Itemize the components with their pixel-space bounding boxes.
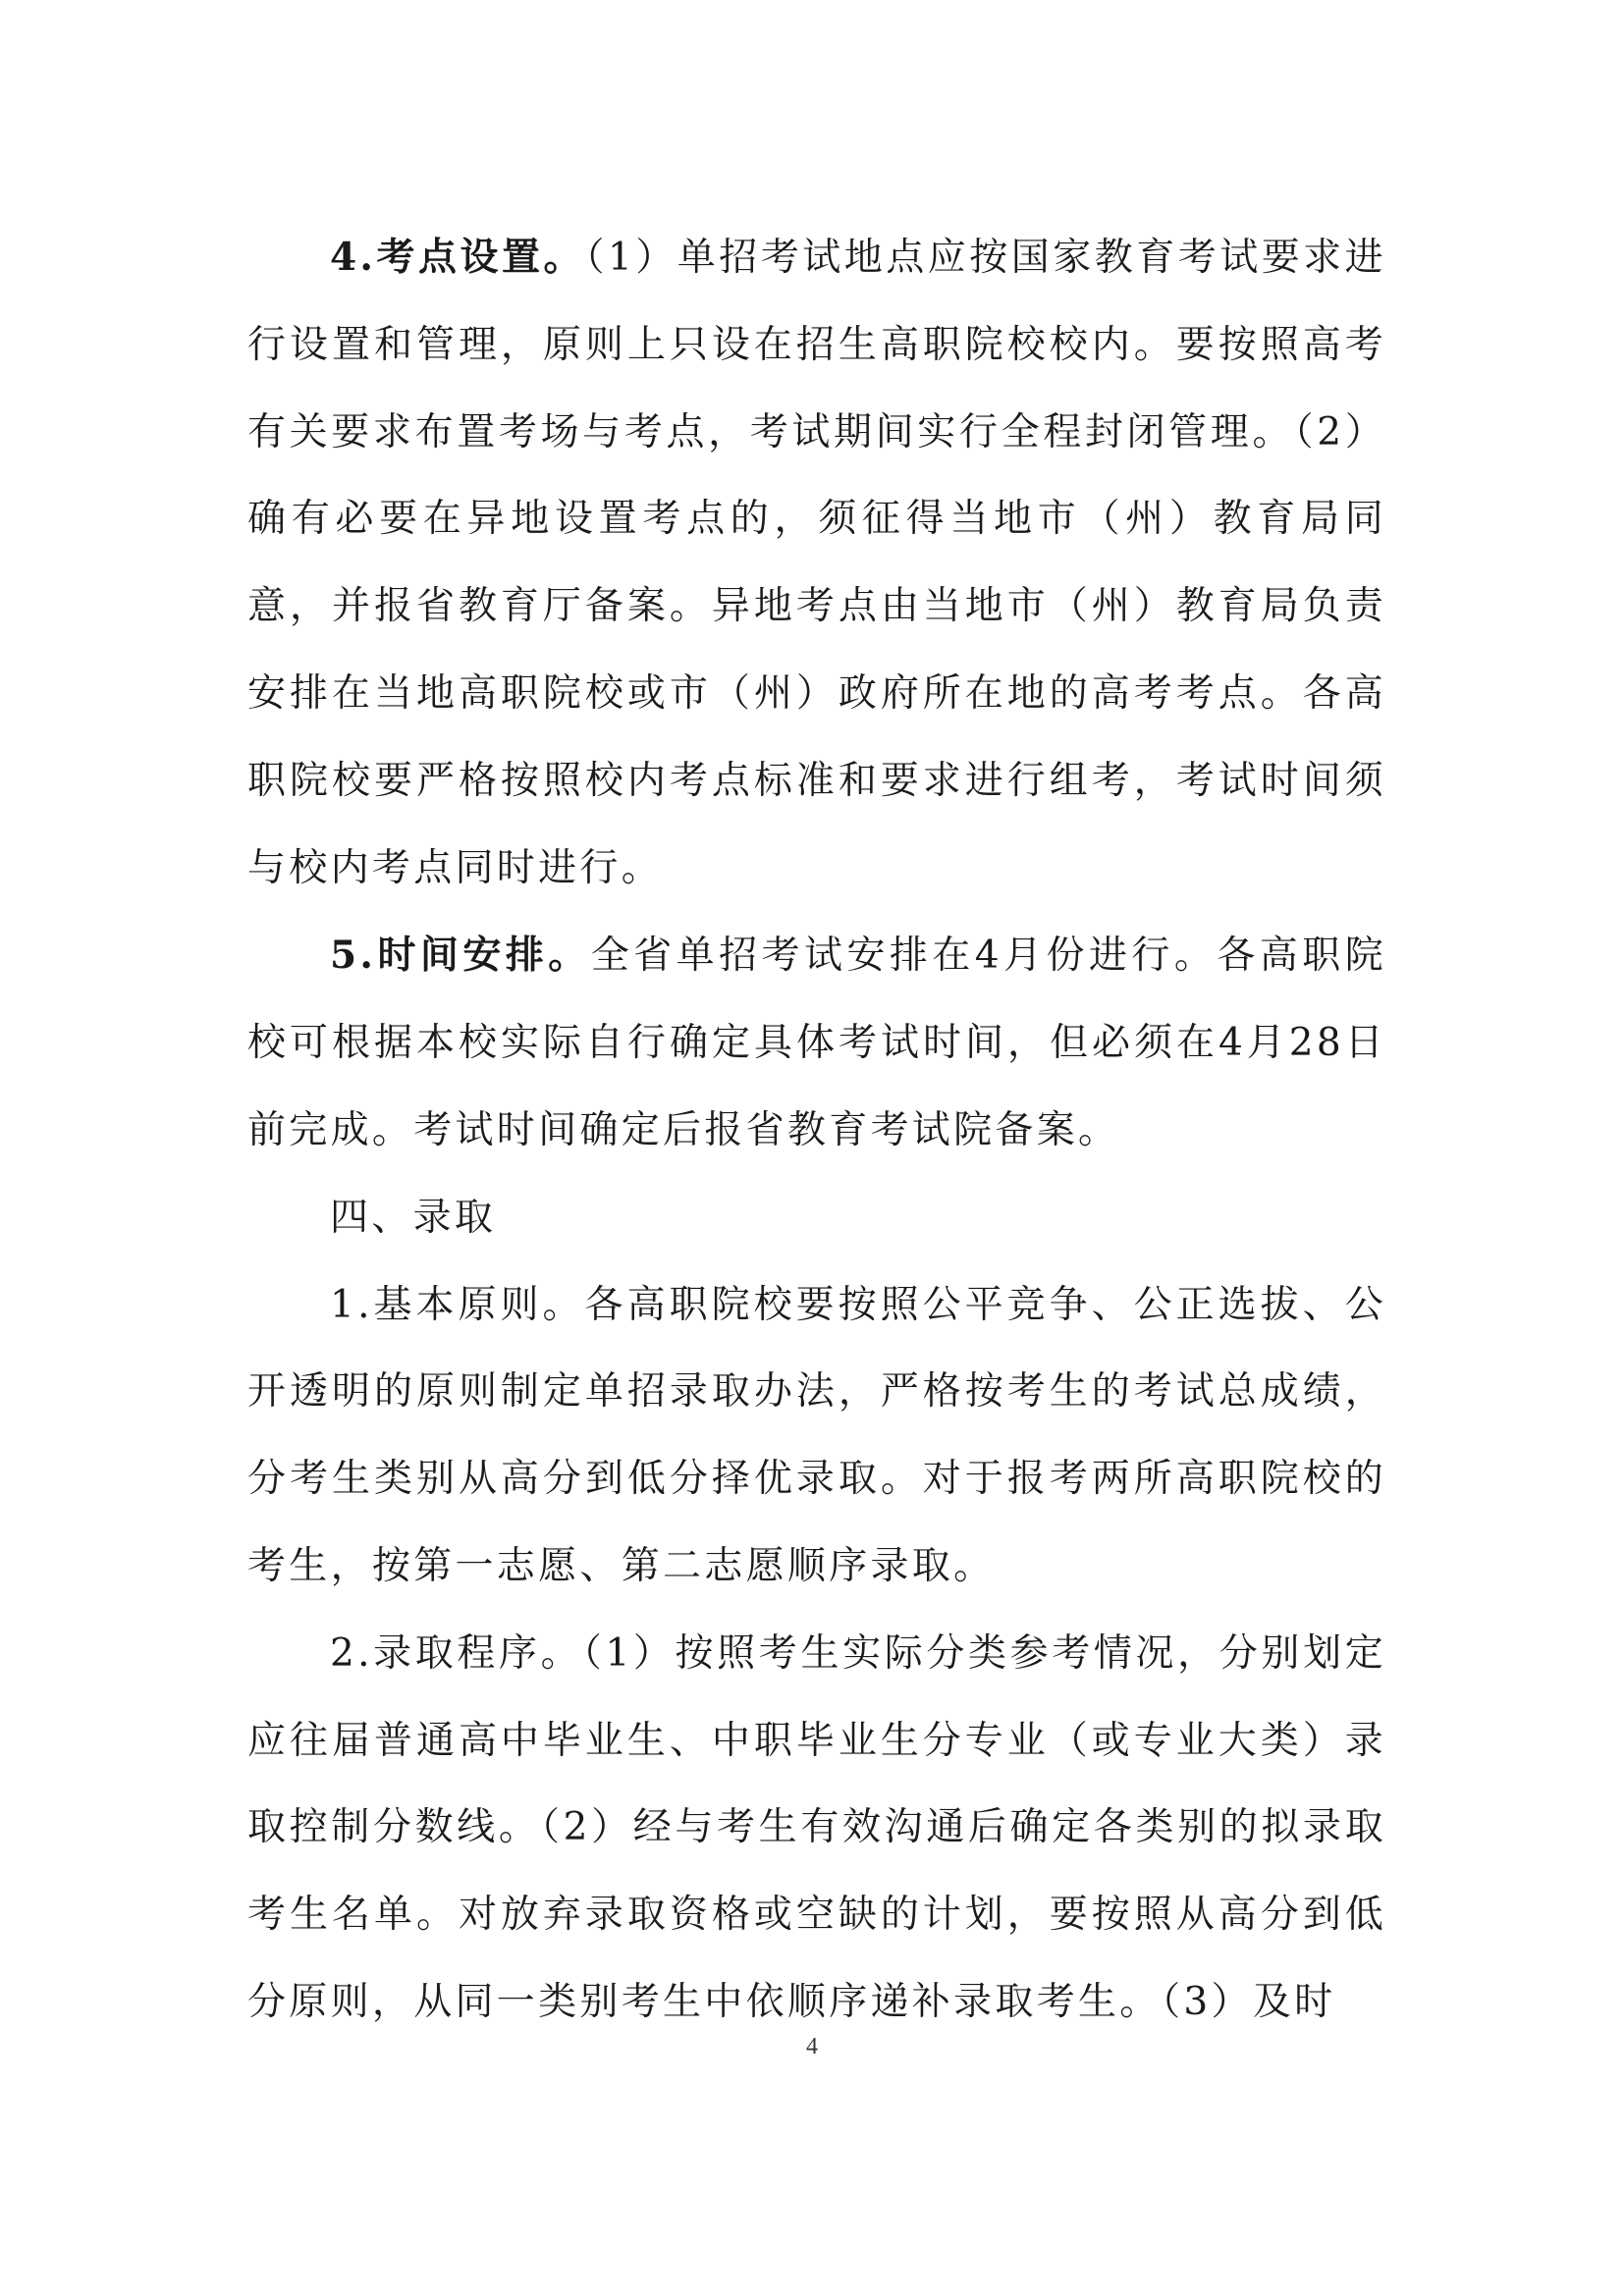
paragraph-basic-principle — [247, 1262, 1386, 1611]
page-number: 4 — [806, 2034, 818, 2059]
paragraph-text: 2.录取程序。（1）按照考生实际分类参考情况，分别划定应往届普通高中毕业生、中职毕业生分专业（或专业大类）录取控制分数线。（2）经与考生有效沟通后确定各类别的拟录取考生名单。对放弃录取资格或空缺的计划，要按照从高分到低分原则，从同一类别考生中依顺序递补录取考生。（3）及时 — [247, 1630, 1386, 2024]
paragraph-text: （1）单招考试地点应按国家教育考试要求进行设置和管理，原则上只设在招生高职院校校内。要按照高考有关要求布置考场与考点，考试期间实行全程封闭管理。（2）确有必要在异地设置考点的，须征得当地市（州）教育局同意，并报省教育厅备案。异地考点由当地市（州）教育局负责安排在当地高职院校或市（州）政府所在地的高考考点。各高职院校要严格按照校内考点标准和要求进行组考，考试时间须与校内考点同时进行。 — [247, 236, 1386, 890]
paragraph-admission-procedure — [247, 1611, 1386, 2047]
paragraph-text: 全省单招考试安排在4月份进行。各高职院校可根据本校实际自行确定具体考试时间，但必须在4月28日前完成。考试时间确定后报省教育考试院备案。 — [247, 934, 1386, 1152]
paragraph-schedule — [247, 912, 1386, 1174]
section-heading: 四、录取 — [330, 1195, 497, 1240]
paragraph-text: 1.基本原则。各高职院校要按照公平竞争、公正选拔、公开透明的原则制定单招录取办法，严格按考生的考试总成绩，分考生类别从高分到低分择优录取。对于报考两所高职院校的考生，按第一志愿、第二志愿顺序录取。 — [247, 1282, 1386, 1588]
page-body — [247, 214, 1386, 2047]
paragraph-heading: 4.考点设置。 — [330, 235, 585, 280]
paragraph-exam-site — [247, 214, 1386, 912]
paragraph-heading: 5.时间安排。 — [330, 933, 591, 979]
